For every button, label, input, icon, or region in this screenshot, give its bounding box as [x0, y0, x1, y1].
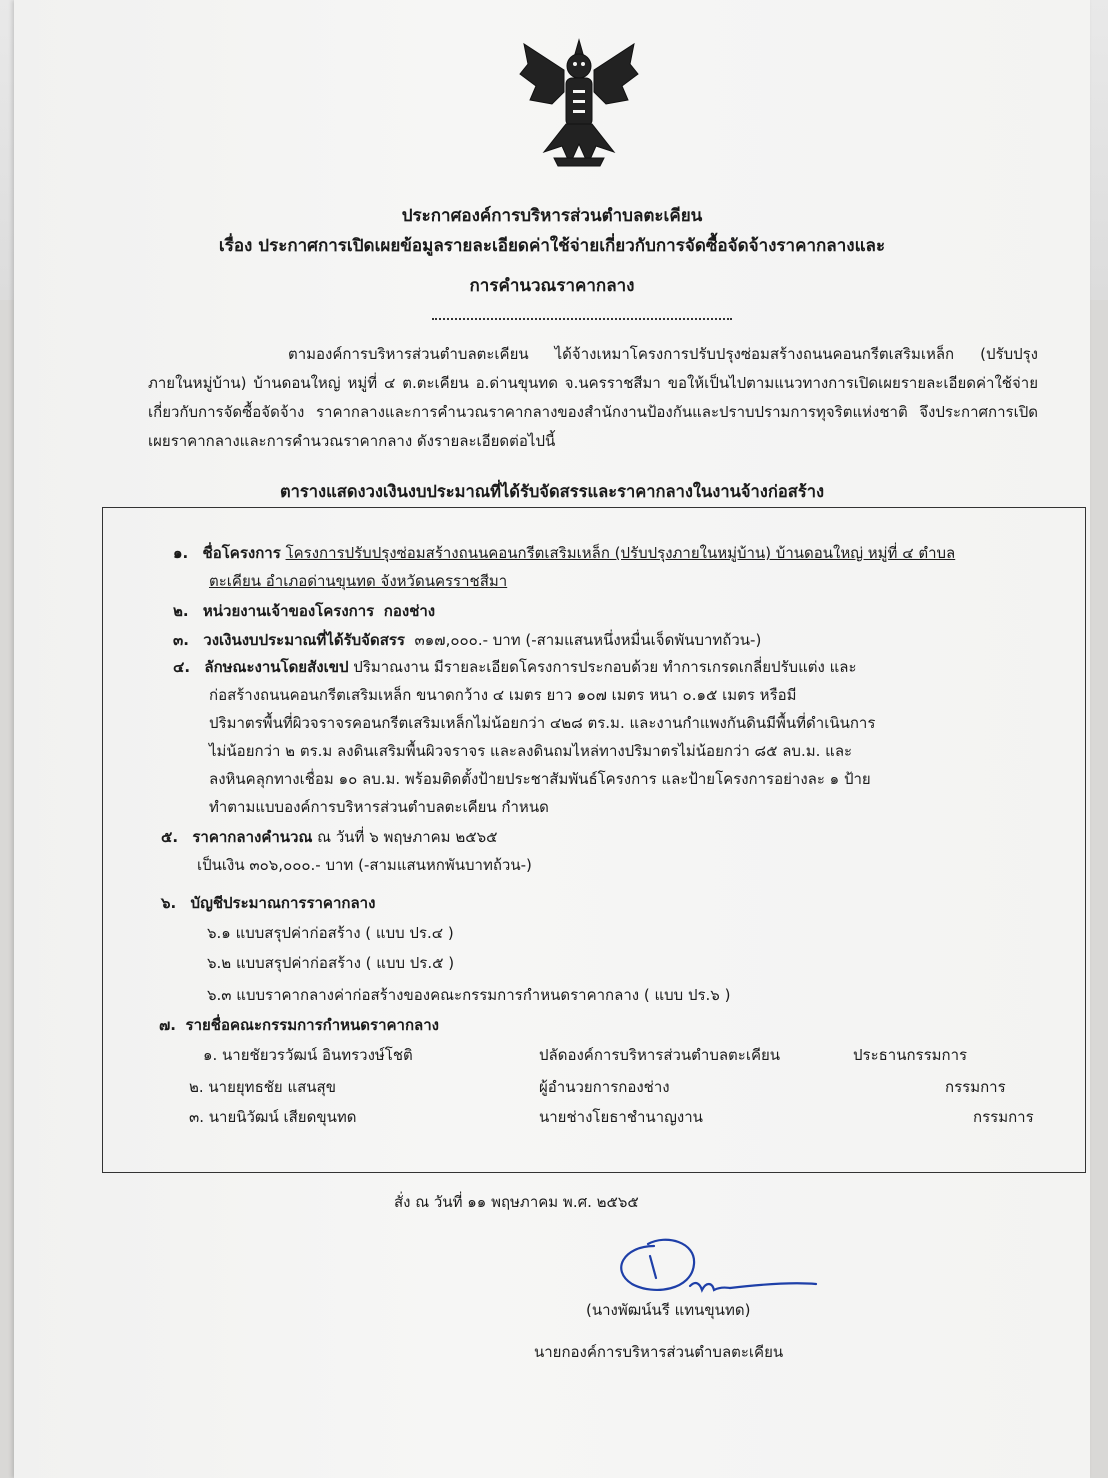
item-4 [173, 654, 857, 681]
committee-3-name: ๓. นายนิวัฒน์ เสียดขุนทด [189, 1108, 357, 1126]
item-1 [173, 540, 955, 567]
details-box [102, 507, 1086, 1173]
item-1-cont [209, 568, 507, 595]
item-1-value: โครงการปรับปรุงซ่อมสร้างถนนคอนกรีตเสริมเหล็ก (ปรับปรุงภายในหมู่บ้าน) บ้านดอนใหญ่ หมู่ที่ ๔ ตำบล [285, 544, 956, 562]
item-1-value-cont: ตะเคียน อำเภอด่านขุนทด จังหวัดนครราชสีมา [209, 572, 508, 590]
item-2-label: หน่วยงานเจ้าของโครงการ [202, 602, 375, 620]
item-5-label: ราคากลางคำนวณ [192, 828, 313, 846]
committee-1-name: ๑. นายชัยวรวัฒน์ อินทรวงษ์โชติ [203, 1046, 413, 1064]
signatory-position: นายกองค์การบริหารส่วนตำบลตะเคียน [534, 1343, 784, 1361]
item-4-line-1: ปริมาณงาน มีรายละเอียดโครงการประกอบด้วย ทำการเกรดเกลี่ยปรับแต่ง และ [353, 658, 857, 676]
item-3-value: ๓๑๗,๐๐๐.- บาท (-สามแสนหนึ่งหมื่นเจ็ดพันบาทถ้วน-) [414, 631, 762, 649]
committee-3-position: นายช่างโยธาชำนาญงาน [539, 1108, 703, 1126]
item-1-label: ชื่อโครงการ [202, 544, 281, 562]
item-1-number: ๑. [173, 544, 189, 562]
item-4-number: ๔. [173, 658, 191, 676]
dotted-divider [432, 318, 732, 320]
committee-3-role: กรรมการ [973, 1108, 1034, 1126]
item-7 [159, 1012, 439, 1039]
item-7-label: รายชื่อคณะกรรมการกำหนดราคากลาง [185, 1016, 439, 1034]
committee-1-position: ปลัดองค์การบริหารส่วนตำบลตะเคียน [539, 1046, 781, 1064]
handwritten-signature [604, 1220, 844, 1310]
item-4-label: ลักษณะงานโดยสังเขป [204, 658, 349, 676]
committee-2-name: ๒. นายยุทธชัย แสนสุข [189, 1078, 336, 1096]
item-4-line-3: ปริมาตรพื้นที่ผิวจราจรคอนกรีตเสริมเหล็กไม่น้อยกว่า ๔๒๘ ตร.ม. และงานกำแพงกันดินมีพื้นที่ดำเนินการ [209, 714, 876, 732]
item-6-3: ๖.๓ แบบราคากลางค่าก่อสร้างของคณะกรรมการกำหนดราคากลาง ( แบบ ปร.๖ ) [207, 986, 731, 1004]
header-subject: เรื่อง ประกาศการเปิดเผยข้อมูลรายละเอียดค่าใช้จ่ายเกี่ยวกับการจัดซื้อจัดจ้างราคากลางและ [218, 236, 886, 256]
item-3-number: ๓. [173, 631, 189, 649]
order-date: สั่ง ณ วันที่ ๑๑ พฤษภาคม พ.ศ. ๒๕๖๕ [394, 1193, 639, 1211]
document-page [14, 0, 1090, 1478]
table-title: ตารางแสดงวงเงินงบประมาณที่ได้รับจัดสรรและราคากลางในงานจ้างก่อสร้าง [279, 482, 825, 501]
item-2 [173, 598, 435, 625]
item-6-label: บัญชีประมาณการราคากลาง [190, 894, 376, 912]
item-5-number: ๕. [161, 828, 179, 846]
committee-1-role: ประธานกรรมการ [853, 1046, 968, 1064]
committee-2-role: กรรมการ [945, 1078, 1006, 1096]
item-5-value: ณ วันที่ ๖ พฤษภาคม ๒๕๖๕ [317, 828, 498, 846]
garuda-emblem-icon [514, 34, 644, 174]
item-3 [173, 627, 761, 654]
header-title: ประกาศองค์การบริหารส่วนตำบลตะเคียน [401, 206, 703, 226]
signatory-name: (นางพัฒน์นรี แทนขุนทด) [586, 1301, 751, 1319]
item-7-number: ๗. [159, 1016, 176, 1034]
item-6 [161, 890, 375, 917]
intro-text: ตามองค์การบริหารส่วนตำบลตะเคียน ได้จ้างเหมาโครงการปรับปรุงซ่อมสร้างถนนคอนกรีตเสริมเหล็ก (ปรับปรุงภายในหมู่บ้าน) บ้านดอนใหญ่ หมู่ที่ ๔ ต.ตะเคียน อ.ด่านขุนทด จ.นครราชสีมา ขอให้เป็นไปตามแนวทางการเปิดเผยรายละเอียดค่าใช้จ่ายเกี่ยวกับการจัดซื้อจัดจ้าง ราคากลางและการคำนวณราคากลางของสำนักงานป้องกันและปราบปรามการทุจริตแห่งชาติ จึงประกาศการเปิดเผยราคากลางและการคำนวณราคากลาง ดังรายละเอียดต่อไปนี้ [148, 345, 1038, 450]
item-4-line-6: ทำตามแบบองค์การบริหารส่วนตำบลตะเคียน กำหนด [209, 798, 549, 816]
item-4-line-4: ไม่น้อยกว่า ๒ ตร.ม ลงดินเสริมพื้นผิวจราจร และลงดินถมไหล่ทางปริมาตรไม่น้อยกว่า ๘๕ ลบ.ม. และ [209, 742, 853, 760]
intro-paragraph [148, 340, 1038, 456]
item-3-label: วงเงินงบประมาณที่ได้รับจัดสรร [203, 631, 405, 649]
item-6-2: ๖.๒ แบบสรุปค่าก่อสร้าง ( แบบ ปร.๕ ) [207, 954, 455, 972]
item-6-number: ๖. [161, 894, 177, 912]
header-subject-cont: การคำนวณราคากลาง [469, 276, 635, 296]
item-5 [161, 824, 497, 851]
item-4-line-5: ลงหินคลุกทางเชื่อม ๑๐ ลบ.ม. พร้อมติดตั้งป้ายประชาสัมพันธ์โครงการ และป้ายโครงการอย่างละ ๑ ป้าย [209, 770, 871, 788]
committee-2-position: ผู้อำนวยการกองช่าง [539, 1078, 670, 1096]
item-4-line-2: ก่อสร้างถนนคอนกรีตเสริมเหล็ก ขนาดกว้าง ๔ เมตร ยาว ๑๐๗ เมตร หนา ๐.๑๕ เมตร หรือมี [209, 686, 797, 704]
item-5-line-2: เป็นเงิน ๓๐๖,๐๐๐.- บาท (-สามแสนหกพันบาทถ้วน-) [197, 856, 532, 874]
item-2-value: กองช่าง [383, 602, 436, 620]
item-6-1: ๖.๑ แบบสรุปค่าก่อสร้าง ( แบบ ปร.๔ ) [207, 924, 454, 942]
item-2-number: ๒. [173, 602, 189, 620]
